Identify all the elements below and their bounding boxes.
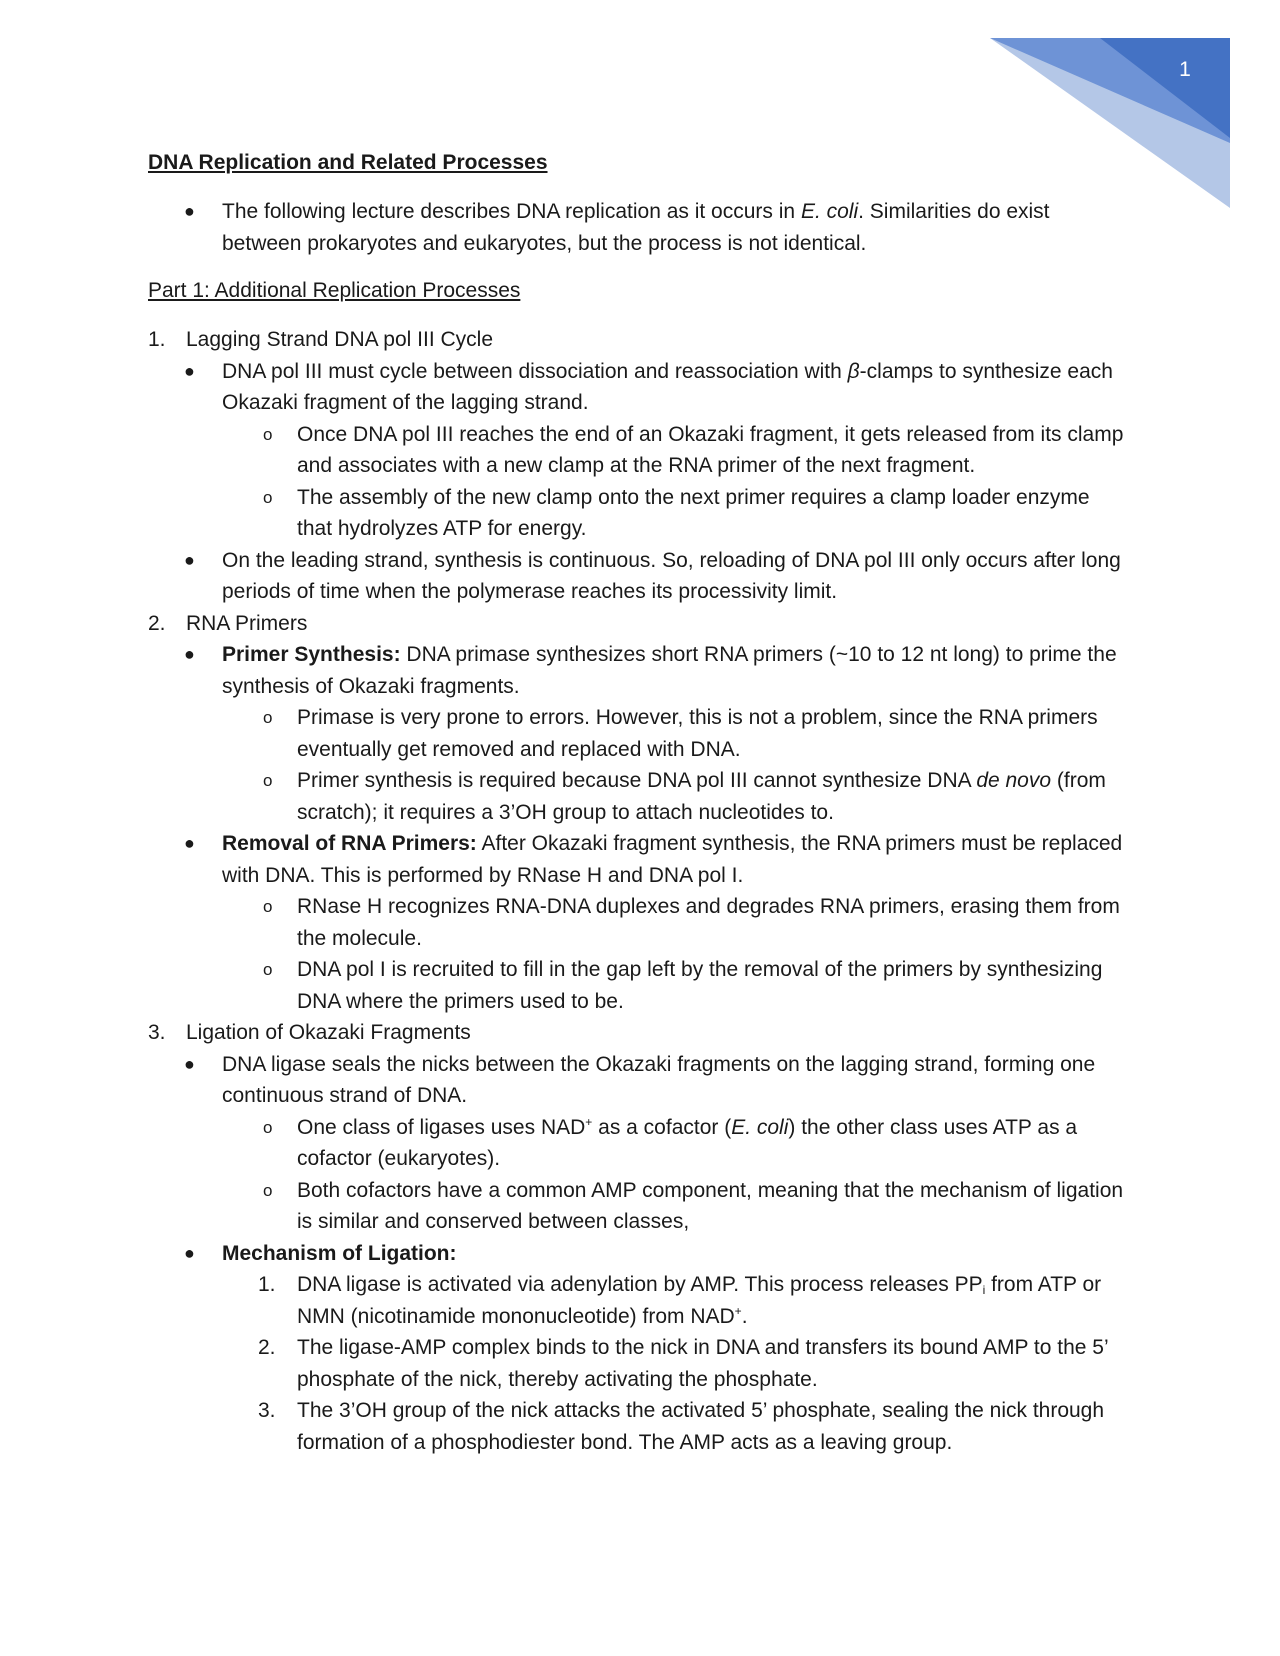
mechanism-step-2: 2. The ligase-AMP complex binds to the nick in DNA and transfers its bound AMP to the 5’ phosphate of the nick, thereby activating the phosphate.: [258, 1336, 1108, 1391]
numbered-list: [148, 324, 1128, 1458]
bullet-icon: ●: [184, 1242, 195, 1263]
bullet-icon: ●: [184, 360, 195, 381]
document-title: DNA Replication and Related Processes: [148, 151, 548, 174]
circle-bullet-icon: o: [263, 771, 273, 790]
sub-list-item: o Primase is very prone to errors. However, this is not a problem, since the RNA primers eventually get removed and replaced with DNA.: [148, 702, 1128, 765]
circle-bullet-icon: o: [263, 1117, 273, 1137]
circle-bullet-icon: o: [263, 897, 273, 916]
list-item: ● The following lecture describes DNA replication as it occurs in E. coli. Similarities do exist between prokaryotes and eukaryotes, but the process is not identical.: [148, 196, 1108, 259]
sub-list-item: o Primer synthesis is required because DNA pol III cannot synthesize DNA de novo (from scratch); it requires a 3’OH group to attach nucleotides to.: [148, 765, 1128, 828]
list-item: ● DNA pol III must cycle between dissociation and reassociation with β-clamps to synthesize each Okazaki fragment of the lagging strand.: [148, 356, 1128, 419]
list-item: ● On the leading strand, synthesis is continuous. So, reloading of DNA pol III only occurs after long periods of time when the polymerase reaches its processivity limit.: [148, 545, 1128, 608]
list-item: ● Mechanism of Ligation:: [148, 1238, 1128, 1270]
list-item: ● Primer Synthesis: DNA primase synthesizes short RNA primers (~10 to 12 nt long) to prime the synthesis of Okazaki fragments.: [148, 639, 1128, 702]
circle-bullet-icon: o: [263, 424, 273, 444]
circle-bullet-icon: o: [263, 960, 273, 979]
mechanism-step-1: 1. DNA ligase is activated via adenylation by AMP. This process releases $PP_i$ from ATP or NMN (nicotinamide mononucleotide) from NAD+.: [258, 1273, 1102, 1328]
section-1-heading: 1. Lagging Strand DNA pol III Cycle: [148, 328, 494, 351]
sub-list-item: o RNase H recognizes RNA-DNA duplexes and degrades RNA primers, erasing them from the molecule.: [148, 891, 1128, 954]
sub-list-item: o Both cofactors have a common AMP component, meaning that the mechanism of ligation is similar and conserved between classes,: [148, 1175, 1128, 1238]
page-number: 1: [1179, 58, 1191, 81]
bullet-icon: ●: [184, 1053, 195, 1074]
sub-list-item: o DNA pol I is recruited to fill in the gap left by the removal of the primers by synthesizing DNA where the primers used to be.: [148, 954, 1128, 1017]
bullet-icon: ●: [184, 833, 195, 853]
bullet-icon: ●: [184, 201, 195, 221]
circle-bullet-icon: o: [263, 708, 273, 727]
circle-bullet-icon: o: [263, 1180, 273, 1200]
bullet-icon: ●: [184, 549, 195, 570]
beta-symbol: β: [847, 359, 860, 383]
sub-list-item: o The assembly of the new clamp onto the next primer requires a clamp loader enzyme that hydrolyzes ATP for energy.: [148, 482, 1128, 545]
intro-bullet: [148, 196, 1108, 259]
mechanism-step-3: 3. The 3’OH group of the nick attacks the activated 5’ phosphate, sealing the nick through formation of a phosphodiester bond. The AMP acts as a leaving group.: [258, 1399, 1105, 1454]
part-heading: Part 1: Additional Replication Processes: [148, 279, 521, 302]
section-2-heading: 2. RNA Primers: [148, 611, 308, 635]
circle-bullet-icon: o: [263, 487, 273, 507]
section-3-heading: 3. Ligation of Okazaki Fragments: [148, 1021, 471, 1044]
sub-list-item: o One class of ligases uses NAD+ as a cofactor (E. coli) the other class uses ATP as a cofactor (eukaryotes).: [148, 1112, 1128, 1175]
sub-list-item: o Once DNA pol III reaches the end of an Okazaki fragment, it gets released from its clamp and associates with a new clamp at the RNA primer of the next fragment.: [148, 419, 1128, 482]
bullet-icon: ●: [184, 644, 195, 664]
list-item: ● DNA ligase seals the nicks between the Okazaki fragments on the lagging strand, forming one continuous strand of DNA.: [148, 1049, 1128, 1112]
list-item: ● Removal of RNA Primers: After Okazaki fragment synthesis, the RNA primers must be replaced with DNA. This is performed by RNase H and DNA pol I.: [148, 828, 1128, 891]
